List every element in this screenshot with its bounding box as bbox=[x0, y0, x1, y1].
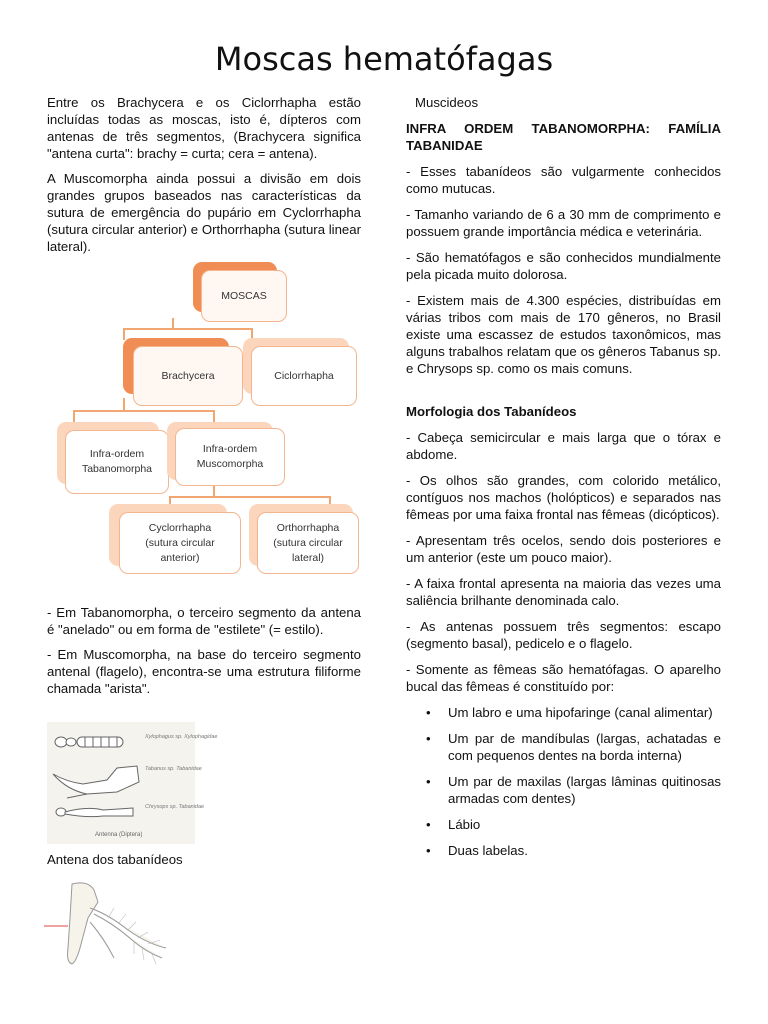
node-tabanomorpha-line2: Tabanomorpha bbox=[81, 463, 153, 475]
connector-line bbox=[123, 328, 125, 340]
node-brachycera bbox=[133, 346, 243, 406]
tabanomorpha-paragraph: - Em Tabanomorpha, o terceiro segmento da antena é "anelado" ou em forma de "estilete" (= estilo). bbox=[47, 605, 361, 637]
page-title: Moscas hematófagas bbox=[214, 40, 554, 78]
mouthparts-drawing bbox=[38, 878, 188, 974]
node-moscas-label: MOSCAS bbox=[221, 289, 267, 302]
morfologia-point-5: - As antenas possuem três segmentos: escapo (segmento basal), pedicelo e o flagelo. bbox=[406, 619, 721, 651]
tabanidae-heading: INFRA ORDEM TABANOMORPHA: FAMÍLIA TABANIDAE bbox=[406, 121, 721, 153]
node-cyclorrhapha-line1: Cyclorrhapha bbox=[148, 521, 212, 534]
morfologia-point-4: - A faixa frontal apresenta na maioria das vezes uma saliência brilhante denominada calo. bbox=[406, 576, 721, 608]
figure-inner-caption: Antenna (Diptera) bbox=[95, 832, 143, 838]
morfologia-point-1: - Cabeça semicircular e mais larga que o tórax e abdome. bbox=[406, 430, 721, 462]
node-ciclorrhapha bbox=[251, 346, 357, 406]
list-item-text: Um par de maxilas (largas lâminas quitinosas armadas com dentes) bbox=[448, 774, 721, 806]
node-muscomorpha bbox=[175, 428, 285, 486]
muscideos-label: Muscideos bbox=[415, 95, 479, 110]
connector-line bbox=[73, 410, 215, 412]
tabanidae-point-2: - Tamanho variando de 6 a 30 mm de comprimento e possuem grande importância médica e veterinária. bbox=[406, 207, 721, 239]
figure-label-3: Chrysops sp. Tabanidae bbox=[145, 804, 205, 810]
list-item bbox=[406, 816, 721, 833]
muscomorpha-paragraph: A Muscomorpha ainda possui a divisão em dois grandes grupos baseados nas características da sutura de emergência do pupário em Cyclorrhapha (sutura circular anterior) e Orthorrhapha (sutura linear lateral). bbox=[47, 171, 361, 254]
bullet-icon: • bbox=[426, 817, 431, 832]
node-orthorrhapha-line3: lateral) bbox=[291, 551, 325, 564]
mouthparts-figure bbox=[38, 878, 188, 974]
mouthparts-list bbox=[406, 704, 721, 859]
tabanidae-point-4: - Existem mais de 4.300 espécies, distribuídas em várias tribos com mais de 170 gêneros, no Brasil existe uma escassez de estudos taxonômicos, mas alguns trabalhos relatam que os gêneros Tabanus sp. e Chrysops sp. como os mais comuns. bbox=[406, 293, 721, 376]
node-cyclorrhapha bbox=[119, 512, 241, 574]
list-item bbox=[406, 842, 721, 859]
antenna-caption: Antena dos tabanídeos bbox=[47, 852, 183, 867]
classification-diagram bbox=[47, 258, 365, 576]
connector-line bbox=[123, 328, 251, 330]
node-orthorrhapha-line1: Orthorrhapha bbox=[276, 521, 340, 534]
connector-line bbox=[172, 318, 174, 328]
bullet-icon: • bbox=[426, 843, 431, 858]
morfologia-point-3: - Apresentam três ocelos, sendo dois posteriores e um anterior (este um pouco maior). bbox=[406, 533, 721, 565]
connector-line bbox=[123, 398, 125, 410]
list-item bbox=[406, 704, 721, 721]
bullet-icon: • bbox=[426, 731, 431, 746]
right-column bbox=[406, 94, 721, 868]
node-tabanomorpha-line1: Infra-ordem bbox=[89, 448, 145, 460]
list-item-text: Lábio bbox=[448, 817, 481, 832]
node-muscomorpha-line1: Infra-ordem bbox=[202, 443, 258, 455]
tabanidae-point-1: - Esses tabanídeos são vulgarmente conhecidos como mutucas. bbox=[406, 164, 721, 196]
figure-label-2: Tabanus sp. Tabanidae bbox=[145, 766, 202, 772]
list-item-text: Um par de mandíbulas (largas, achatadas e com pequenos dentes na borda interna) bbox=[448, 731, 721, 763]
muscomorpha-arista-paragraph: - Em Muscomorpha, na base do terceiro segmento antenal (flagelo), encontra-se uma estrutura filiforme chamada "arista". bbox=[47, 647, 361, 696]
node-cyclorrhapha-line3: anterior) bbox=[160, 551, 200, 564]
antenna-figure bbox=[47, 722, 218, 844]
node-orthorrhapha-line2: (sutura circular bbox=[273, 536, 343, 549]
tabanidae-point-3: - São hematófagos e são conhecidos mundialmente pela picada muito dolorosa. bbox=[406, 250, 721, 282]
connector-line bbox=[213, 486, 215, 496]
left-column bbox=[47, 94, 361, 263]
node-muscomorpha-line2: Muscomorpha bbox=[196, 458, 264, 470]
node-tabanomorpha bbox=[65, 430, 169, 494]
node-orthorrhapha bbox=[257, 512, 359, 574]
morfologia-point-2: - Os olhos são grandes, com colorido metálico, contíguos nos machos (holópticos) e separados nas fêmeas por uma faixa frontal nas fêmeas (dicópticos). bbox=[406, 473, 721, 522]
list-item-text: Um labro e uma hipofaringe (canal alimentar) bbox=[448, 705, 713, 720]
morfologia-point-6: - Somente as fêmeas são hematófagas. O aparelho bucal das fêmeas é constituído por: bbox=[406, 662, 721, 694]
connector-line bbox=[73, 410, 75, 422]
node-brachycera-label: Brachycera bbox=[161, 369, 215, 382]
list-item bbox=[406, 773, 721, 807]
intro-paragraph: Entre os Brachycera e os Ciclorrhapha estão incluídas todas as moscas, isto é, dípteros com antenas de três segmentos, (Brachycera significa "antena curta": brachy = curta; cera = antena). bbox=[47, 95, 361, 161]
morfologia-heading: Morfologia dos Tabanídeos bbox=[406, 404, 577, 419]
node-ciclorrhapha-label: Ciclorrhapha bbox=[274, 369, 334, 382]
bullet-icon: • bbox=[426, 705, 431, 720]
bullet-icon: • bbox=[426, 774, 431, 789]
figure-label-1: Xylophagus sp. Xylophagidae bbox=[145, 734, 218, 740]
node-moscas bbox=[201, 270, 287, 322]
list-item bbox=[406, 730, 721, 764]
node-cyclorrhapha-line2: (sutura circular bbox=[145, 536, 215, 549]
list-item-text: Duas labelas. bbox=[448, 843, 528, 858]
left-column-lower bbox=[47, 604, 361, 705]
connector-line bbox=[213, 410, 215, 422]
connector-line bbox=[169, 496, 329, 498]
antenna-drawing bbox=[47, 722, 218, 844]
